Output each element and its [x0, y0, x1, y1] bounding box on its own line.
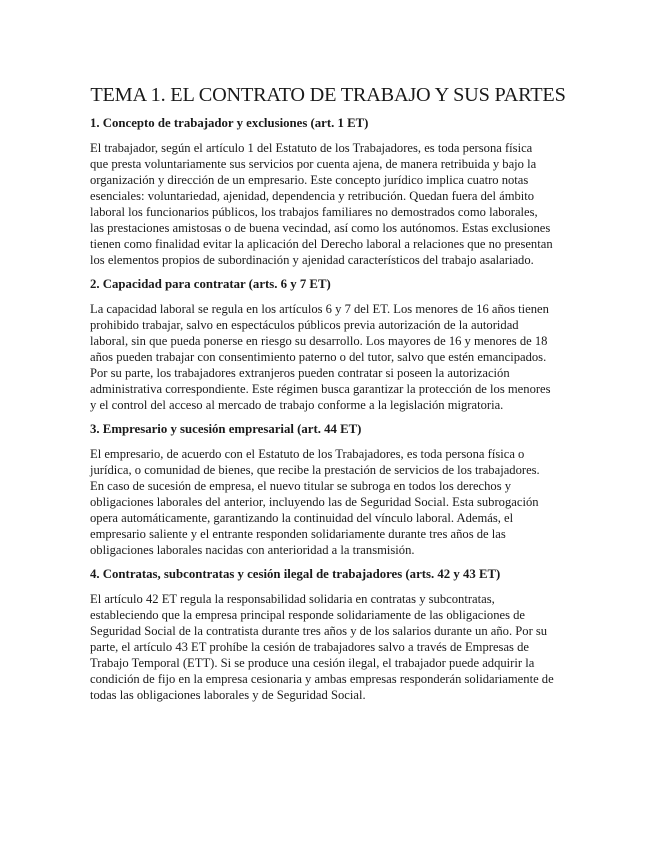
paragraph-line: las prestaciones amistosas o de buena vecindad, así como los autónomos. Estas exclusiones	[90, 221, 551, 235]
document-page	[90, 82, 566, 711]
paragraph-line: años pueden trabajar con consentimiento paterno o del tutor, salvo que estén emancipados.	[90, 350, 547, 364]
paragraph-line: Trabajo Temporal (ETT). Si se produce una cesión ilegal, el trabajador puede adquirir la	[90, 656, 535, 670]
paragraph-line: Seguridad Social de la contratista durante tres años y de los salarios durante un año. Por su	[90, 624, 548, 638]
paragraph-line: El artículo 42 ET regula la responsabilidad solidaria en contratas y subcontratas,	[90, 592, 495, 606]
paragraph-line: esenciales: voluntariedad, ajenidad, dependencia y retribución. Quedan fuera del ámbito	[90, 189, 535, 203]
section-3	[90, 421, 566, 558]
paragraph-line: laboral los funcionarios públicos, los trabajos familiares no demostrados como laborales,	[90, 205, 538, 219]
paragraph-line: estableciendo que la empresa principal responde solidariamente de las obligaciones de	[90, 608, 526, 622]
paragraph-line: La capacidad laboral se regula en los artículos 6 y 7 del ET. Los menores de 16 años tienen	[90, 302, 549, 316]
paragraph-line: condición de fijo en la empresa cesionaria y ambas empresas responderán solidariamente de	[90, 672, 554, 686]
paragraph-line: prohibido trabajar, salvo en espectáculos públicos previa autorización de la autoridad	[90, 318, 519, 332]
paragraph-line: jurídica, o comunidad de bienes, que recibe la prestación de servicios de los trabajadores.	[90, 463, 540, 477]
section-heading: 1. Concepto de trabajador y exclusiones (art. 1 ET)	[90, 116, 369, 130]
paragraph-line: En caso de sucesión de empresa, el nuevo titular se subroga en todos los derechos y	[90, 479, 512, 493]
paragraph-line: administrativa correspondiente. Este régimen busca garantizar la protección de los menores	[90, 382, 551, 396]
paragraph-line: Por su parte, los trabajadores extranjeros pueden contratar si poseen la autorización	[90, 366, 510, 380]
section-paragraph	[90, 446, 566, 558]
paragraph-line: los elementos propios de subordinación y ajenidad característicos del trabajo asalariado.	[90, 253, 534, 267]
paragraph-line: todas las obligaciones laborales y de Seguridad Social.	[90, 688, 366, 702]
section-heading: 4. Contratas, subcontratas y cesión ilegal de trabajadores (arts. 42 y 43 ET)	[90, 567, 501, 581]
paragraph-line: opera automáticamente, garantizando la continuidad del vínculo laboral. Además, el	[90, 511, 514, 525]
section-1	[90, 115, 566, 268]
document-title: TEMA 1. EL CONTRATO DE TRABAJO Y SUS PARTES	[90, 84, 566, 106]
paragraph-line: y el control del acceso al mercado de trabajo conforme a la legislación migratoria.	[90, 398, 504, 412]
section-2	[90, 276, 566, 413]
section-paragraph	[90, 140, 566, 268]
section-4	[90, 566, 566, 703]
paragraph-line: empresario saliente y el entrante responden solidariamente durante tres años de las	[90, 527, 506, 541]
paragraph-line: que presta voluntariamente sus servicios por cuenta ajena, de manera retribuida y bajo la	[90, 157, 537, 171]
paragraph-line: obligaciones laborales nacidas con anterioridad a la transmisión.	[90, 543, 415, 557]
paragraph-line: El empresario, de acuerdo con el Estatuto de los Trabajadores, es toda persona física o	[90, 447, 525, 461]
section-paragraph	[90, 591, 566, 703]
paragraph-line: organización y dirección de un empresario. Este concepto jurídico implica cuatro notas	[90, 173, 529, 187]
section-paragraph	[90, 301, 566, 413]
paragraph-line: parte, el artículo 43 ET prohíbe la cesión de trabajadores salvo a través de Empresas de	[90, 640, 529, 654]
paragraph-line: obligaciones laborales del anterior, incluyendo las de Seguridad Social. Esta subrogación	[90, 495, 539, 509]
paragraph-line: laboral, sin que pueda ponerse en riesgo su desarrollo. Los mayores de 16 y menores de 18	[90, 334, 548, 348]
section-heading: 2. Capacidad para contratar (arts. 6 y 7 ET)	[90, 277, 331, 291]
paragraph-line: El trabajador, según el artículo 1 del Estatuto de los Trabajadores, es toda persona física	[90, 141, 533, 155]
section-heading: 3. Empresario y sucesión empresarial (art. 44 ET)	[90, 422, 362, 436]
paragraph-line: tienen como finalidad evitar la aplicación del Derecho laboral a relaciones que no presentan	[90, 237, 553, 251]
